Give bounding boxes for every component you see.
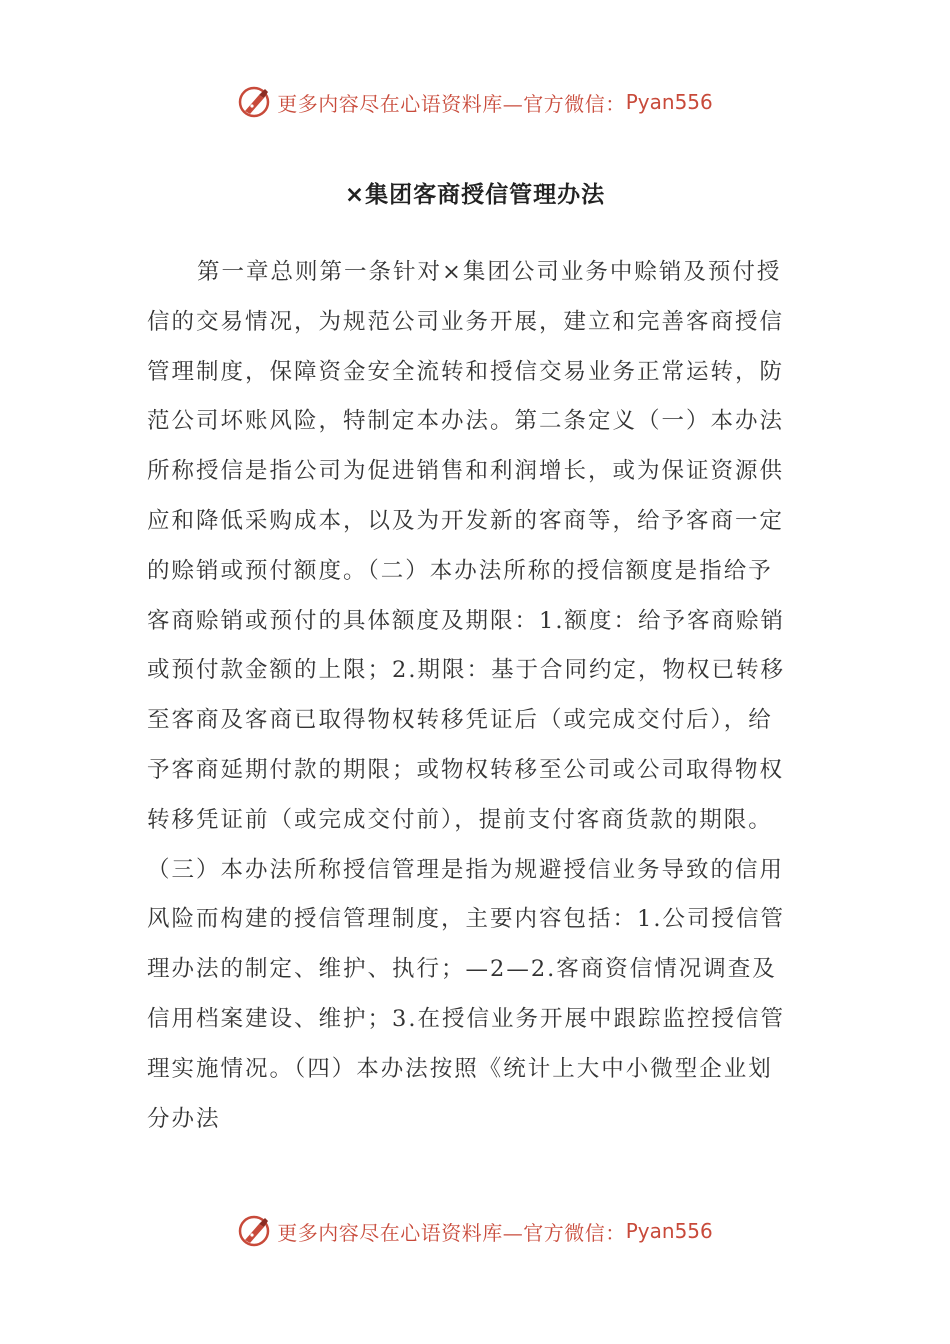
banner-wechat-id: Pyan556 (625, 90, 713, 114)
banner-text: 更多内容尽在心语资料库—官方微信： (277, 1220, 626, 1245)
pen-nib-logo-icon (237, 84, 273, 120)
document-title: ×集团客商授信管理办法 (344, 182, 606, 208)
banner-text: 更多内容尽在心语资料库—官方微信： (277, 91, 626, 116)
document-body: 第一章总则第一条针对×集团公司业务中赊销及预付授信的交易情况，为规范公司业务开展，建立和完善客商授信管理制度，保障资金安全流转和授信交易业务正常运转，防范公司坏账风险，特制定本办法。第二条定义（一）本办法所称授信是指公司为促进销售和利润增长，或为保证资源供应和降低采购成本，以及为开发新的客商等，给予客商一定的赊销或预付额度。（二）本办法所称的授信额度是指给予客商赊销或预付的具体额度及期限：1.额度：给予客商赊销或预付款金额的上限；2.期限：基于合同约定，物权已转移至客商及客商已取得物权转移凭证后（或完成交付后），给予客商延期付款的期限；或物权转移至公司或公司取得物权转移凭证前（或完成交付前），提前支付客商货款的期限。（三）本办法所称授信管理是指为规避授信业务导致的信用风险而构建的授信管理制度，主要内容包括：1.公司授信管理办法的制定、维护、执行；—2—2.客商资信情况调查及信用档案建设、维护；3.在授信业务开展中跟踪监控授信管理实施情况。（四）本办法按照《统计上大中小微型企业划分办法 (147, 259, 785, 1132)
header-banner (0, 82, 950, 122)
pen-nib-logo-icon (237, 1213, 273, 1249)
banner-wechat-id: Pyan556 (625, 1219, 713, 1243)
footer-banner (0, 1211, 950, 1251)
